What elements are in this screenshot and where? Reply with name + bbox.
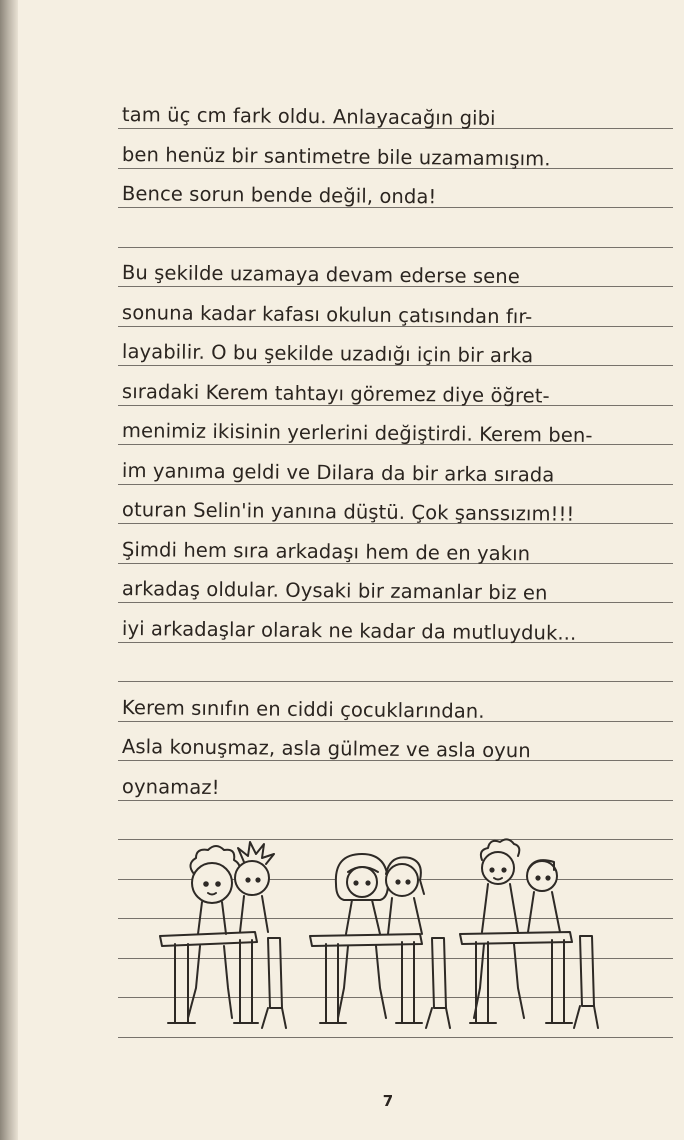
text-line: im yanıma geldi ve Dilara da bir arka sırada — [121, 459, 555, 487]
book-spine-shadow — [0, 0, 18, 1140]
text-line: sıradaki Kerem tahtayı göremez diye öğret- — [121, 380, 550, 408]
ruled-line — [118, 247, 673, 248]
text-line: ben henüz bir santimetre bile uzamamışım. — [121, 143, 551, 171]
text-line: oturan Selin'in yanına düştü. Çok şanssızım!!! — [121, 498, 575, 526]
text-line: Bu şekilde uzamaya devam ederse sene — [121, 261, 520, 289]
desk-group-left — [160, 842, 286, 1028]
text-line: oynamaz! — [121, 775, 220, 800]
text-line: Şimdi hem sıra arkadaşı hem de en yakın — [121, 538, 531, 566]
desk-group-right — [460, 839, 598, 1028]
page-number: 7 — [382, 1092, 394, 1110]
text-line: sonuna kadar kafası okulun çatısından fır- — [121, 301, 533, 329]
text-line: Asla konuşmaz, asla gülmez ve asla oyun — [121, 735, 531, 763]
text-line: Kerem sınıfın en ciddi çocuklarından. — [121, 696, 485, 723]
ruled-line — [118, 681, 673, 682]
text-line: Bence sorun bende değil, onda! — [121, 182, 437, 209]
text-line: tam üç cm fark oldu. Anlayacağın gibi — [121, 103, 496, 130]
classroom-illustration — [140, 838, 660, 1038]
text-line: iyi arkadaşlar olarak ne kadar da mutluyduk... — [121, 617, 577, 645]
ruled-line — [118, 800, 673, 801]
text-line: arkadaş oldular. Oysaki bir zamanlar biz en — [121, 577, 548, 605]
text-line: layabilir. O bu şekilde uzadığı için bir arka — [121, 340, 534, 368]
desk-group-middle — [310, 854, 450, 1028]
text-line: menimiz ikisinin yerlerini değiştirdi. Kerem ben- — [121, 419, 593, 447]
